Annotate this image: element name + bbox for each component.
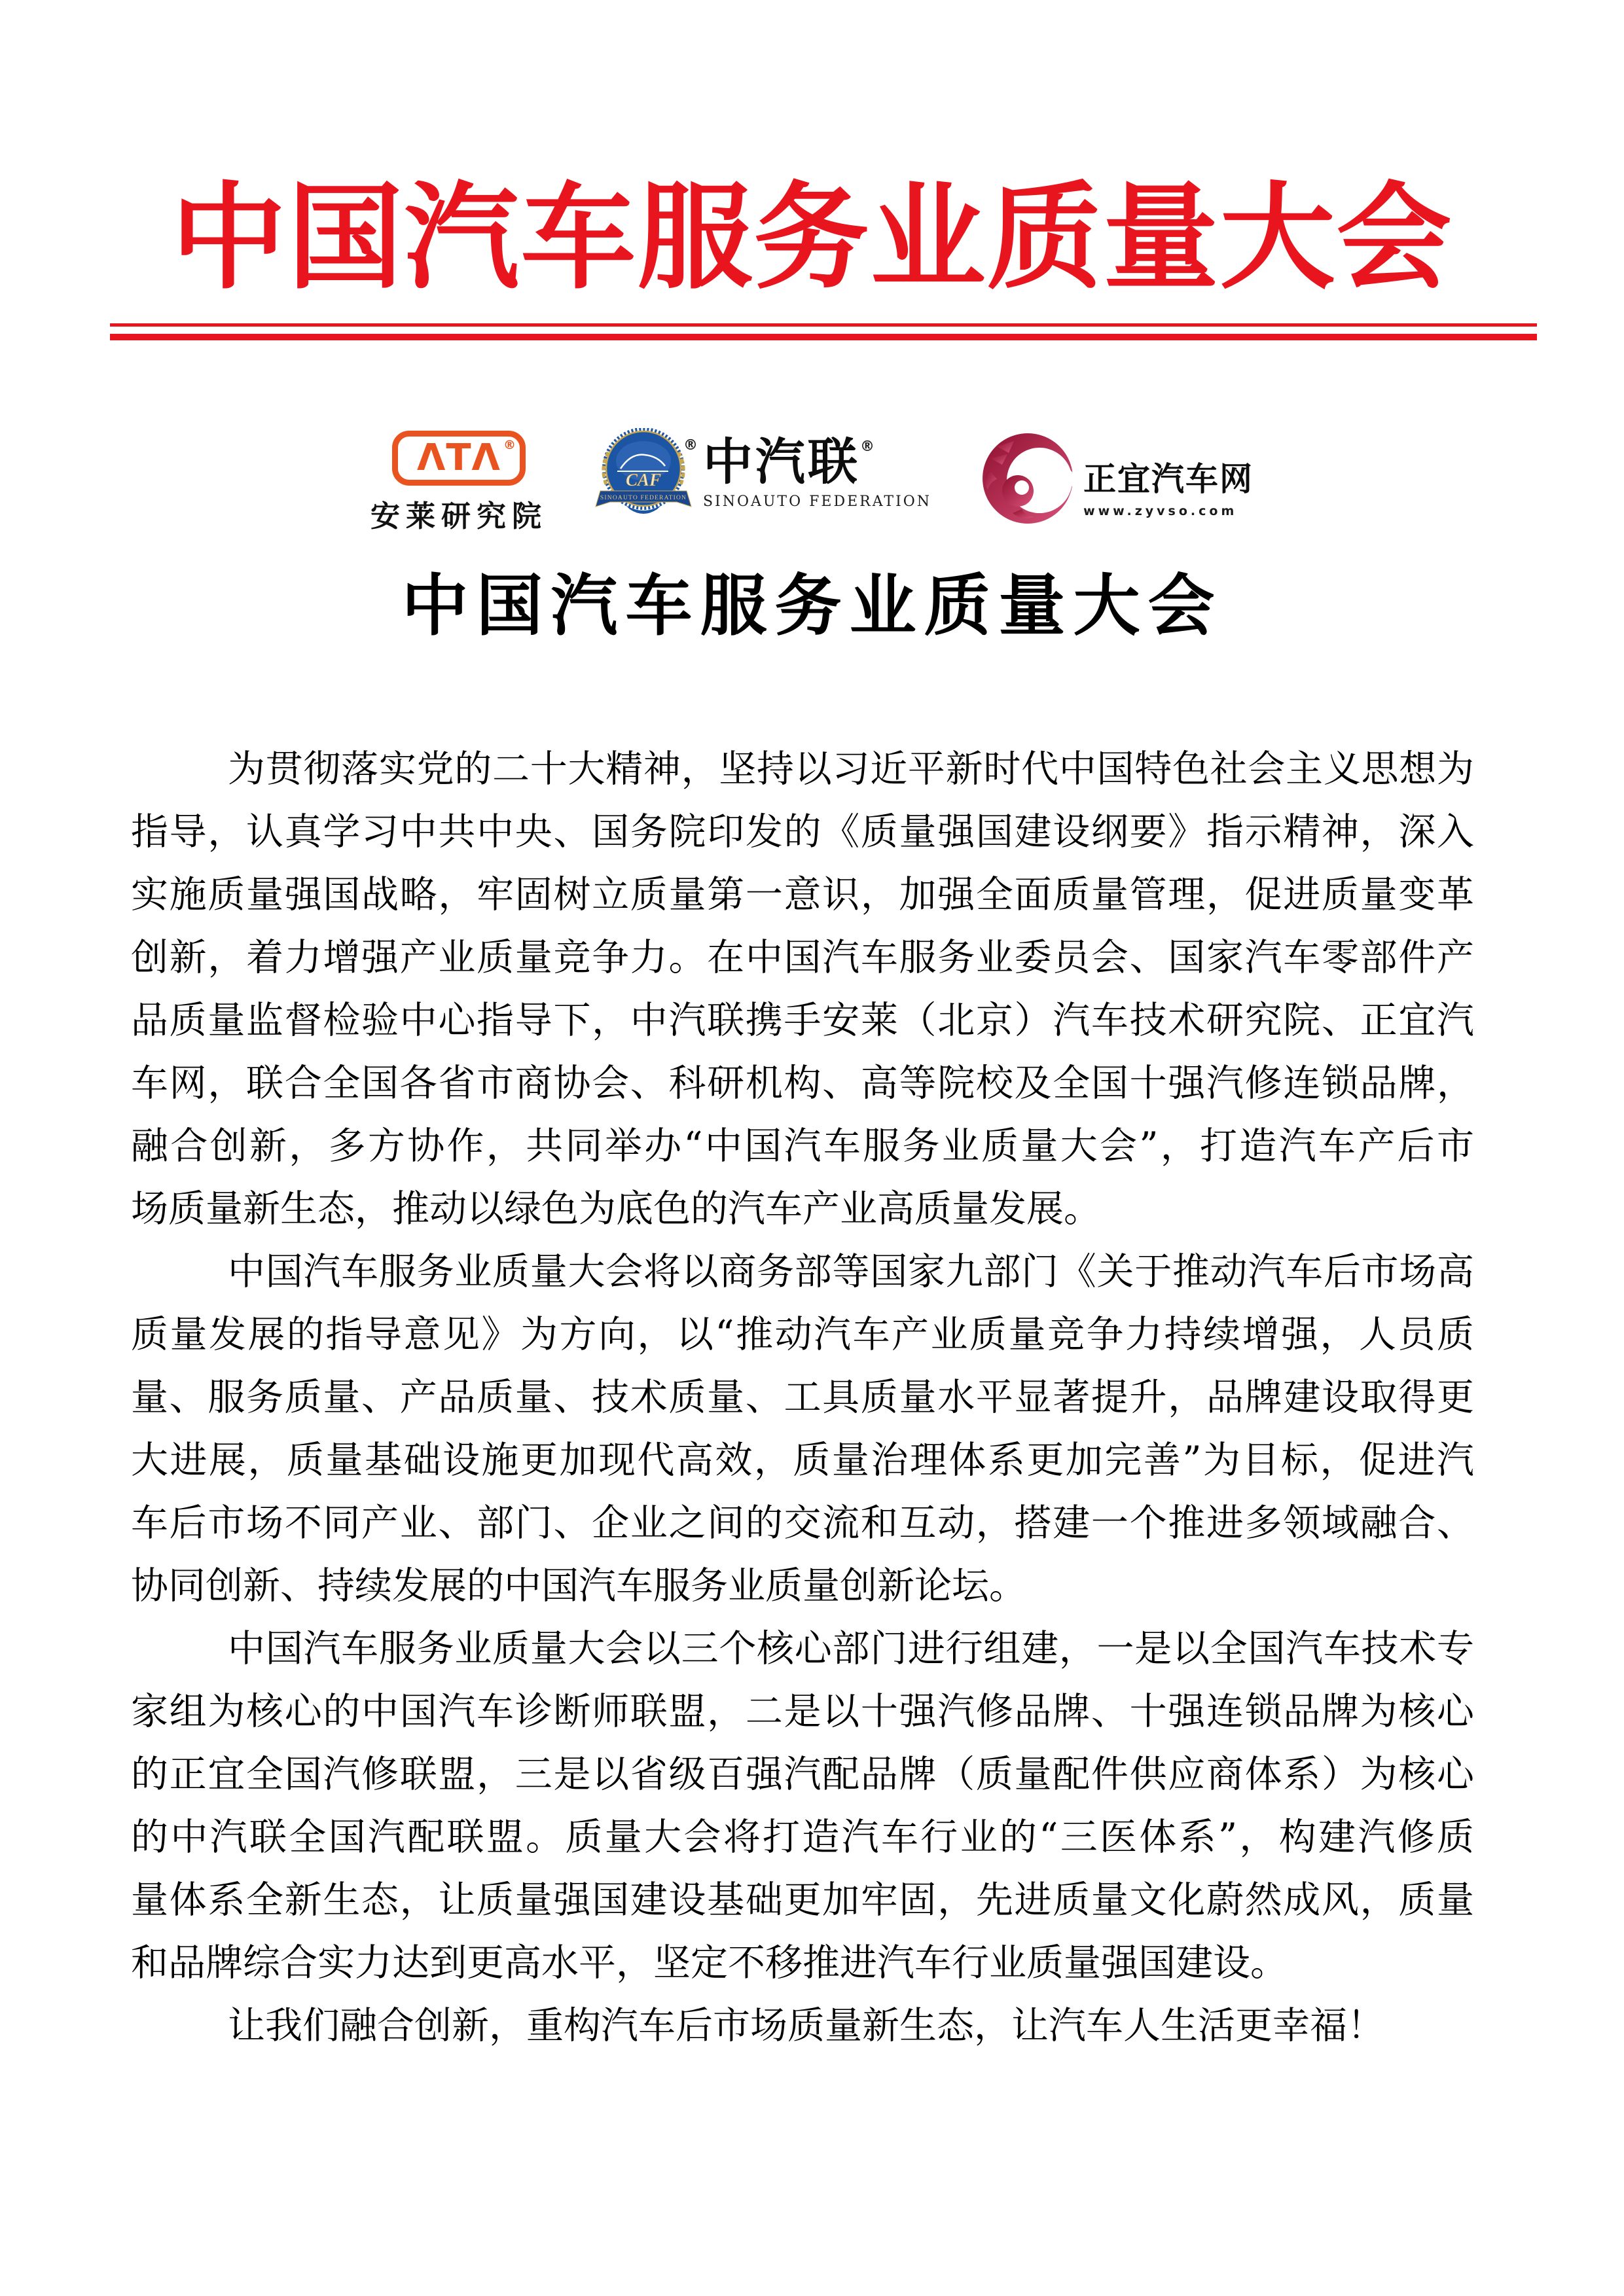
- ata-logo-text: ΛTΛ: [416, 437, 501, 479]
- caf-badge: [594, 428, 698, 526]
- text-line: 指导，认真学习中共中央、国务院印发的《质量强国建设纲要》指示精神，深入: [131, 810, 1474, 853]
- zyvso-logo-url: www.zyvso.com: [1083, 504, 1238, 518]
- text-line: 大进展，质量基础设施更加现代高效，质量治理体系更加完善”为目标，促进汽: [131, 1439, 1474, 1482]
- caf-name-registered-mark: ®: [859, 439, 875, 455]
- paragraph: [131, 1617, 1474, 1994]
- banner-rule-thin: [110, 323, 1537, 327]
- text-line: 融合创新，多方协作，共同举办“中国汽车服务业质量大会”，打造汽车产后市: [131, 1124, 1474, 1168]
- banner-rule-thick: [110, 334, 1537, 340]
- sinoauto-federation-logo: [594, 427, 931, 526]
- svg-text:SINOAUTO FEDERATION: SINOAUTO FEDERATION: [600, 495, 687, 501]
- text-line: 为贯彻落实党的二十大精神，坚持以习近平新时代中国特色社会主义思想为: [228, 747, 1474, 791]
- logos-row: [0, 427, 1624, 535]
- text-line: 质量发展的指导意见》为方向，以“推动汽车产业质量竞争力持续增强，人员质: [131, 1313, 1474, 1356]
- text-line: 创新，着力增强产业质量竞争力。在中国汽车服务业委员会、国家汽车零部件产: [131, 936, 1474, 979]
- text-line: 中国汽车服务业质量大会将以商务部等国家九部门《关于推动汽车后市场高: [228, 1250, 1474, 1293]
- text-line: 量体系全新生态，让质量强国建设基础更加牢固，先进质量文化蔚然成风，质量: [131, 1878, 1474, 1922]
- zyvso-logo-text-block: [1083, 453, 1254, 518]
- text-line: 品质量监督检验中心指导下，中汽联携手安莱（北京）汽车技术研究院、正宜汽: [131, 999, 1474, 1042]
- caf-badge-icon: [594, 428, 693, 526]
- text-line: 车后市场不同产业、部门、企业之间的交流和互动，搭建一个推进多领域融合、: [131, 1501, 1474, 1545]
- caf-logo-subtitle: SINOAUTO FEDERATION: [702, 493, 932, 510]
- paragraph: [131, 738, 1474, 1240]
- caf-logo-name: 中汽联: [702, 433, 860, 491]
- text-line: 场质量新生态，推动以绿色为底色的汽车产业高质量发展。: [131, 1187, 1101, 1230]
- zyvso-logo: [979, 427, 1254, 528]
- document-body: [131, 738, 1474, 2057]
- ata-logo-caption: 安莱研究院: [370, 499, 547, 533]
- text-line: 的中汽联全国汽配联盟。质量大会将打造汽车行业的“三医体系”，构建汽修质: [131, 1816, 1474, 1859]
- ata-logo-frame: [392, 431, 526, 486]
- text-line: 和品牌综合实力达到更高水平，坚定不移推进汽车行业质量强国建设。: [131, 1941, 1288, 1984]
- banner-title: 中国汽车服务业质量大会: [171, 170, 1453, 305]
- text-line: 家组为核心的中国汽车诊断师联盟，二是以十强汽修品牌、十强连锁品牌为核心: [131, 1690, 1474, 1733]
- zyvso-dragon-icon: [979, 429, 1077, 528]
- text-line: 实施质量强国战略，牢固树立质量第一意识，加强全面质量管理，促进质量变革: [131, 873, 1474, 916]
- zyvso-logo-name: 正宜汽车网: [1083, 460, 1254, 498]
- text-line: 车网，联合全国各省市商协会、科研机构、高等院校及全国十强汽修连锁品牌，: [131, 1062, 1474, 1105]
- caf-badge-registered-mark: ®: [683, 437, 698, 454]
- svg-text:CAF: CAF: [625, 470, 661, 490]
- text-line: 让我们融合创新，重构汽车后市场质量新生态，让汽车人生活更幸福！: [228, 2004, 1384, 2047]
- paragraph: [131, 1240, 1474, 1617]
- text-line: 协同创新、持续发展的中国汽车服务业质量创新论坛。: [131, 1564, 1026, 1607]
- caf-logo-text-block: [702, 433, 932, 510]
- ata-registered-mark: ®: [503, 438, 516, 452]
- text-line: 的正宜全国汽修联盟，三是以省级百强汽配品牌（质量配件供应商体系）为核心: [131, 1753, 1474, 1796]
- ata-logo: [370, 431, 547, 535]
- paragraph: [131, 1994, 1474, 2057]
- document-title: 中国汽车服务业质量大会: [401, 567, 1223, 645]
- text-line: 中国汽车服务业质量大会以三个核心部门进行组建，一是以全国汽车技术专: [228, 1627, 1474, 1670]
- text-line: 量、服务质量、产品质量、技术质量、工具质量水平显著提升，品牌建设取得更: [131, 1376, 1474, 1419]
